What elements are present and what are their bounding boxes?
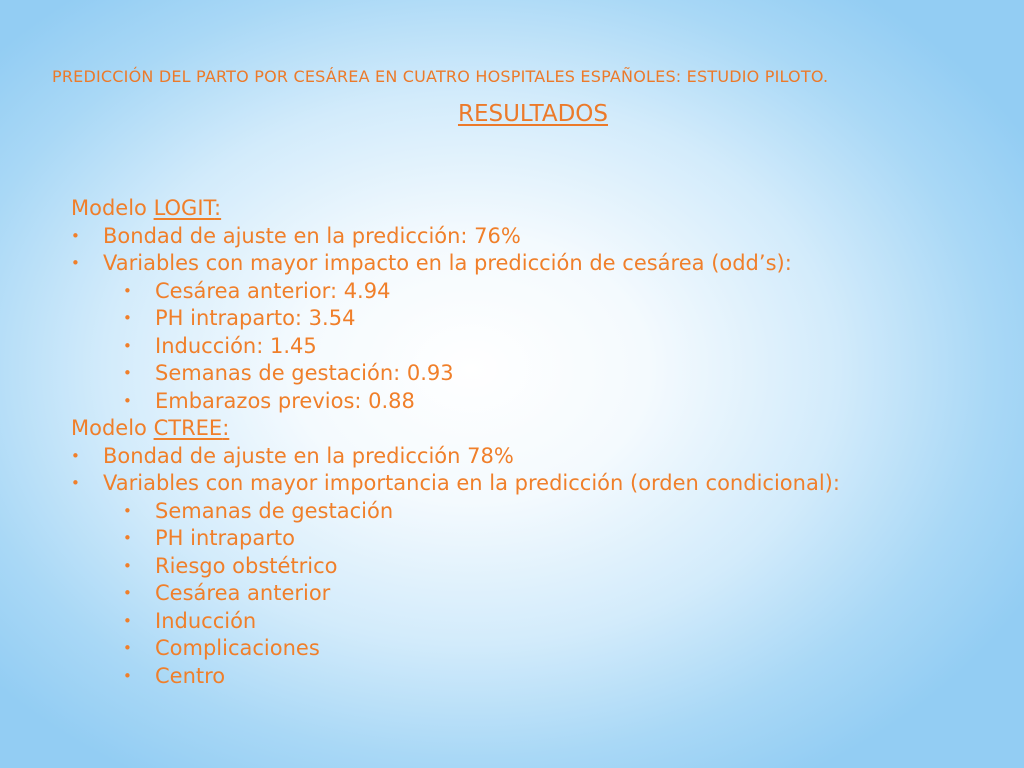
ctree-bullet-text: Variables con mayor importancia en la predicción (orden condicional): (103, 471, 840, 495)
bullet-icon: • (123, 584, 132, 602)
logit-bullet-text: Bondad de ajuste en la predicción: 76% (103, 223, 521, 248)
logit-variable-item (71, 360, 840, 388)
logit-variable-text: Inducción: 1.45 (155, 333, 317, 358)
ctree-model-name: CTREE (153, 416, 223, 440)
ctree-variable-text: Inducción (155, 608, 257, 633)
bullet-icon: • (123, 529, 132, 547)
ctree-variable-item (71, 580, 840, 608)
slide-header-title: PREDICCIÓN DEL PARTO POR CESÁREA EN CUATRO HOSPITALES ESPAÑOLES: ESTUDIO PILOTO. (52, 67, 829, 86)
ctree-variable-text: Semanas de gestación (155, 498, 394, 523)
logit-variable-text: Semanas de gestación: 0.93 (155, 361, 454, 385)
ctree-variable-text: Riesgo obstétrico (155, 553, 338, 578)
bullet-icon: • (123, 364, 132, 382)
logit-variable-text: Embarazos previos: 0.88 (155, 388, 415, 413)
bullet-icon: • (71, 474, 80, 492)
bullet-icon: • (123, 309, 132, 327)
ctree-bullet-text: Bondad de ajuste en la predicción 78% (103, 443, 514, 468)
ctree-model-colon: : (222, 416, 230, 440)
ctree-variable-text: Centro (155, 663, 226, 688)
ctree-variable-item (71, 553, 840, 581)
bullet-icon: • (123, 281, 132, 300)
bullet-icon: • (71, 226, 80, 245)
bullet-icon: • (123, 666, 132, 685)
bullet-icon: • (123, 336, 132, 355)
logit-model-colon: : (214, 196, 222, 220)
logit-model-name: LOGIT (153, 196, 215, 220)
bullet-icon: • (123, 639, 132, 657)
bullet-icon: • (71, 254, 80, 272)
ctree-variable-text: PH intraparto (155, 526, 295, 550)
bullet-icon: • (123, 501, 132, 520)
bullet-icon: • (123, 556, 132, 575)
ctree-model-heading (71, 415, 840, 443)
logit-variable-item (71, 278, 840, 306)
ctree-variable-item (71, 498, 840, 526)
bullet-icon: • (71, 446, 80, 465)
slide-subtitle: RESULTADOS (457, 101, 608, 127)
bullet-icon: • (123, 391, 132, 410)
ctree-variable-item (71, 608, 840, 636)
slide-content (71, 195, 840, 690)
logit-model-heading (71, 195, 840, 223)
ctree-variable-text: Cesárea anterior (155, 581, 331, 605)
logit-bullet-text: Variables con mayor impacto en la predicción de cesárea (odd’s): (103, 251, 792, 275)
ctree-model-label: Modelo (71, 416, 154, 440)
logit-model-label: Modelo (71, 196, 154, 220)
logit-variable-text: Cesárea anterior: 4.94 (155, 278, 391, 303)
ctree-bullet (71, 470, 840, 498)
logit-variable-item (71, 305, 840, 333)
ctree-variable-item (71, 635, 840, 663)
bullet-icon: • (123, 611, 132, 630)
ctree-bullet (71, 443, 840, 471)
logit-bullet (71, 223, 840, 251)
ctree-variable-text: Complicaciones (155, 636, 320, 660)
ctree-variable-item (71, 663, 840, 691)
logit-variable-item (71, 388, 840, 416)
logit-variable-item (71, 333, 840, 361)
logit-bullet (71, 250, 840, 278)
logit-variable-text: PH intraparto: 3.54 (155, 306, 356, 330)
ctree-variable-item (71, 525, 840, 553)
